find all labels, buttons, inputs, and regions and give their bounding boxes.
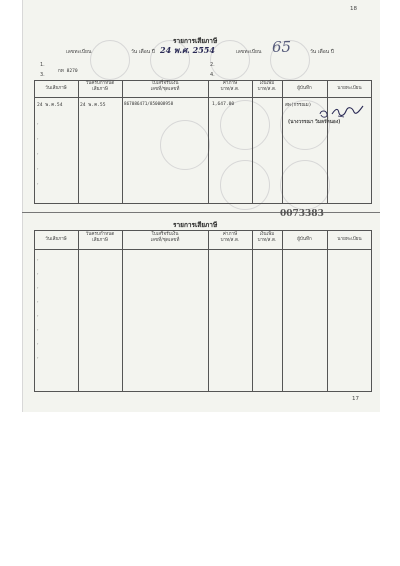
item-1-number: 1. (40, 62, 45, 68)
col2-recorder: ผู้บันทึก (297, 237, 312, 242)
col2-receipt: ใบเสร็จรับเงิน เลขที่/ชุดเลขที่ (150, 232, 180, 243)
serial-number: 0073383 (280, 209, 324, 219)
item-4-number: 4. (210, 72, 215, 78)
reg-label: เลขทะเบียน (66, 49, 92, 55)
row-tax: 1,647.00 (212, 102, 235, 107)
col2-fine: เงินเพิ่ม บาท/ส.ต. (257, 232, 277, 243)
row-recorder: สพ(กรรณม) (285, 103, 312, 108)
reg-label-2: เลขทะเบียน (236, 49, 262, 55)
col2-pay-date: วันเสียภาษี (45, 237, 67, 242)
date-label: วัน เดือน ปี (131, 49, 155, 55)
col-due-date: วันครบกำหนด เสียภาษี (85, 81, 115, 92)
item-3-number: 3. (40, 72, 45, 78)
col2-tax: ค่าภาษี บาท/ส.ต. (220, 232, 240, 243)
col-receipt: ใบเสร็จรับเงิน เลขที่/ชุดเลขที่ (150, 81, 180, 92)
page-edge (22, 0, 23, 412)
col-tax: ค่าภาษี บาท/ส.ต. (220, 81, 240, 92)
col-recorder: ผู้บันทึก (297, 86, 312, 91)
date-value: 24 พ.ศ. 2554 (160, 45, 215, 55)
col2-registrar: นายทะเบียน (337, 237, 362, 242)
col-registrar: นายทะเบียน (337, 86, 362, 91)
row-due-date: 24 พ.ค.55 (80, 103, 106, 108)
registrar-signature (330, 104, 364, 120)
page-number-bottom: 17 (352, 396, 359, 402)
item-2-number: 2. (210, 62, 215, 68)
item-1-value: กท 8270 (58, 69, 78, 74)
col2-due-date: วันครบกำหนด เสียภาษี (85, 232, 115, 243)
page-number-top: 18 (350, 6, 357, 12)
row-registrar-note: (นางวรรณา วิมลรัตนอง) (288, 120, 341, 125)
reg-value-2: 65 (272, 38, 292, 56)
date-label-2: วัน เดือน ปี (310, 49, 334, 55)
row-pay-date: 24 พ.ค.54 (37, 103, 63, 108)
section2-title: รายการเสียภาษี (173, 221, 218, 229)
section-divider (22, 212, 380, 213)
col-fine: เงินเพิ่ม บาท/ส.ต. (257, 81, 277, 92)
row-receipt: 867086471/850008958 (124, 102, 174, 107)
initial-mark (318, 108, 330, 120)
col-pay-date: วันเสียภาษี (45, 86, 67, 91)
section1-title: รายการเสียภาษี (173, 37, 218, 45)
